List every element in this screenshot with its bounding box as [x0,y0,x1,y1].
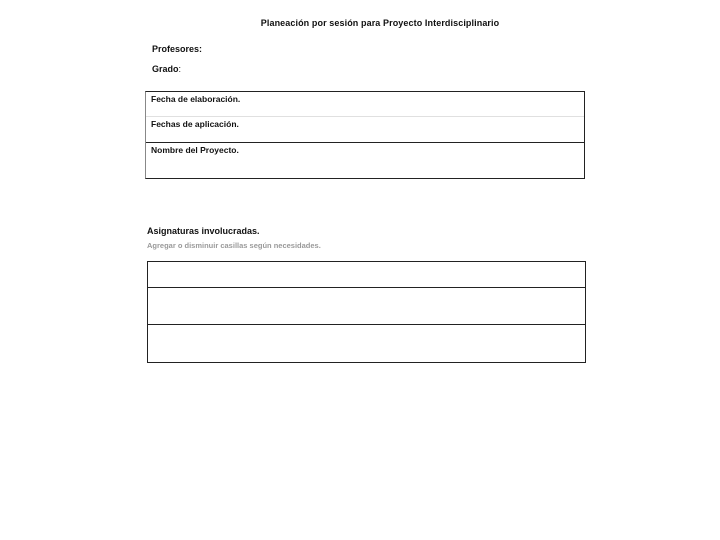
asignaturas-title: Asignaturas involucradas. [147,226,260,236]
grado-text: Grado [152,64,179,74]
document-title: Planeación por sesión para Proyecto Interdisciplinario [260,18,500,28]
fechas-aplicacion-row[interactable] [146,117,584,143]
asignatura-row[interactable] [148,262,585,288]
nombre-proyecto-label: Nombre del Proyecto. [151,145,239,155]
project-info-table [145,91,585,179]
asignaturas-note: Agregar o disminuir casillas según necesidades. [147,241,321,250]
fecha-elaboracion-row[interactable] [146,92,584,117]
grado-colon: : [178,64,182,74]
grado-label [152,64,181,74]
fechas-aplicacion-label: Fechas de aplicación. [151,119,239,129]
asignatura-row[interactable] [148,325,585,362]
fecha-elaboracion-label: Fecha de elaboración. [151,94,241,104]
asignaturas-table [147,261,586,363]
asignatura-row[interactable] [148,288,585,325]
nombre-proyecto-row[interactable] [146,143,584,179]
profesores-label: Profesores: [152,44,203,54]
